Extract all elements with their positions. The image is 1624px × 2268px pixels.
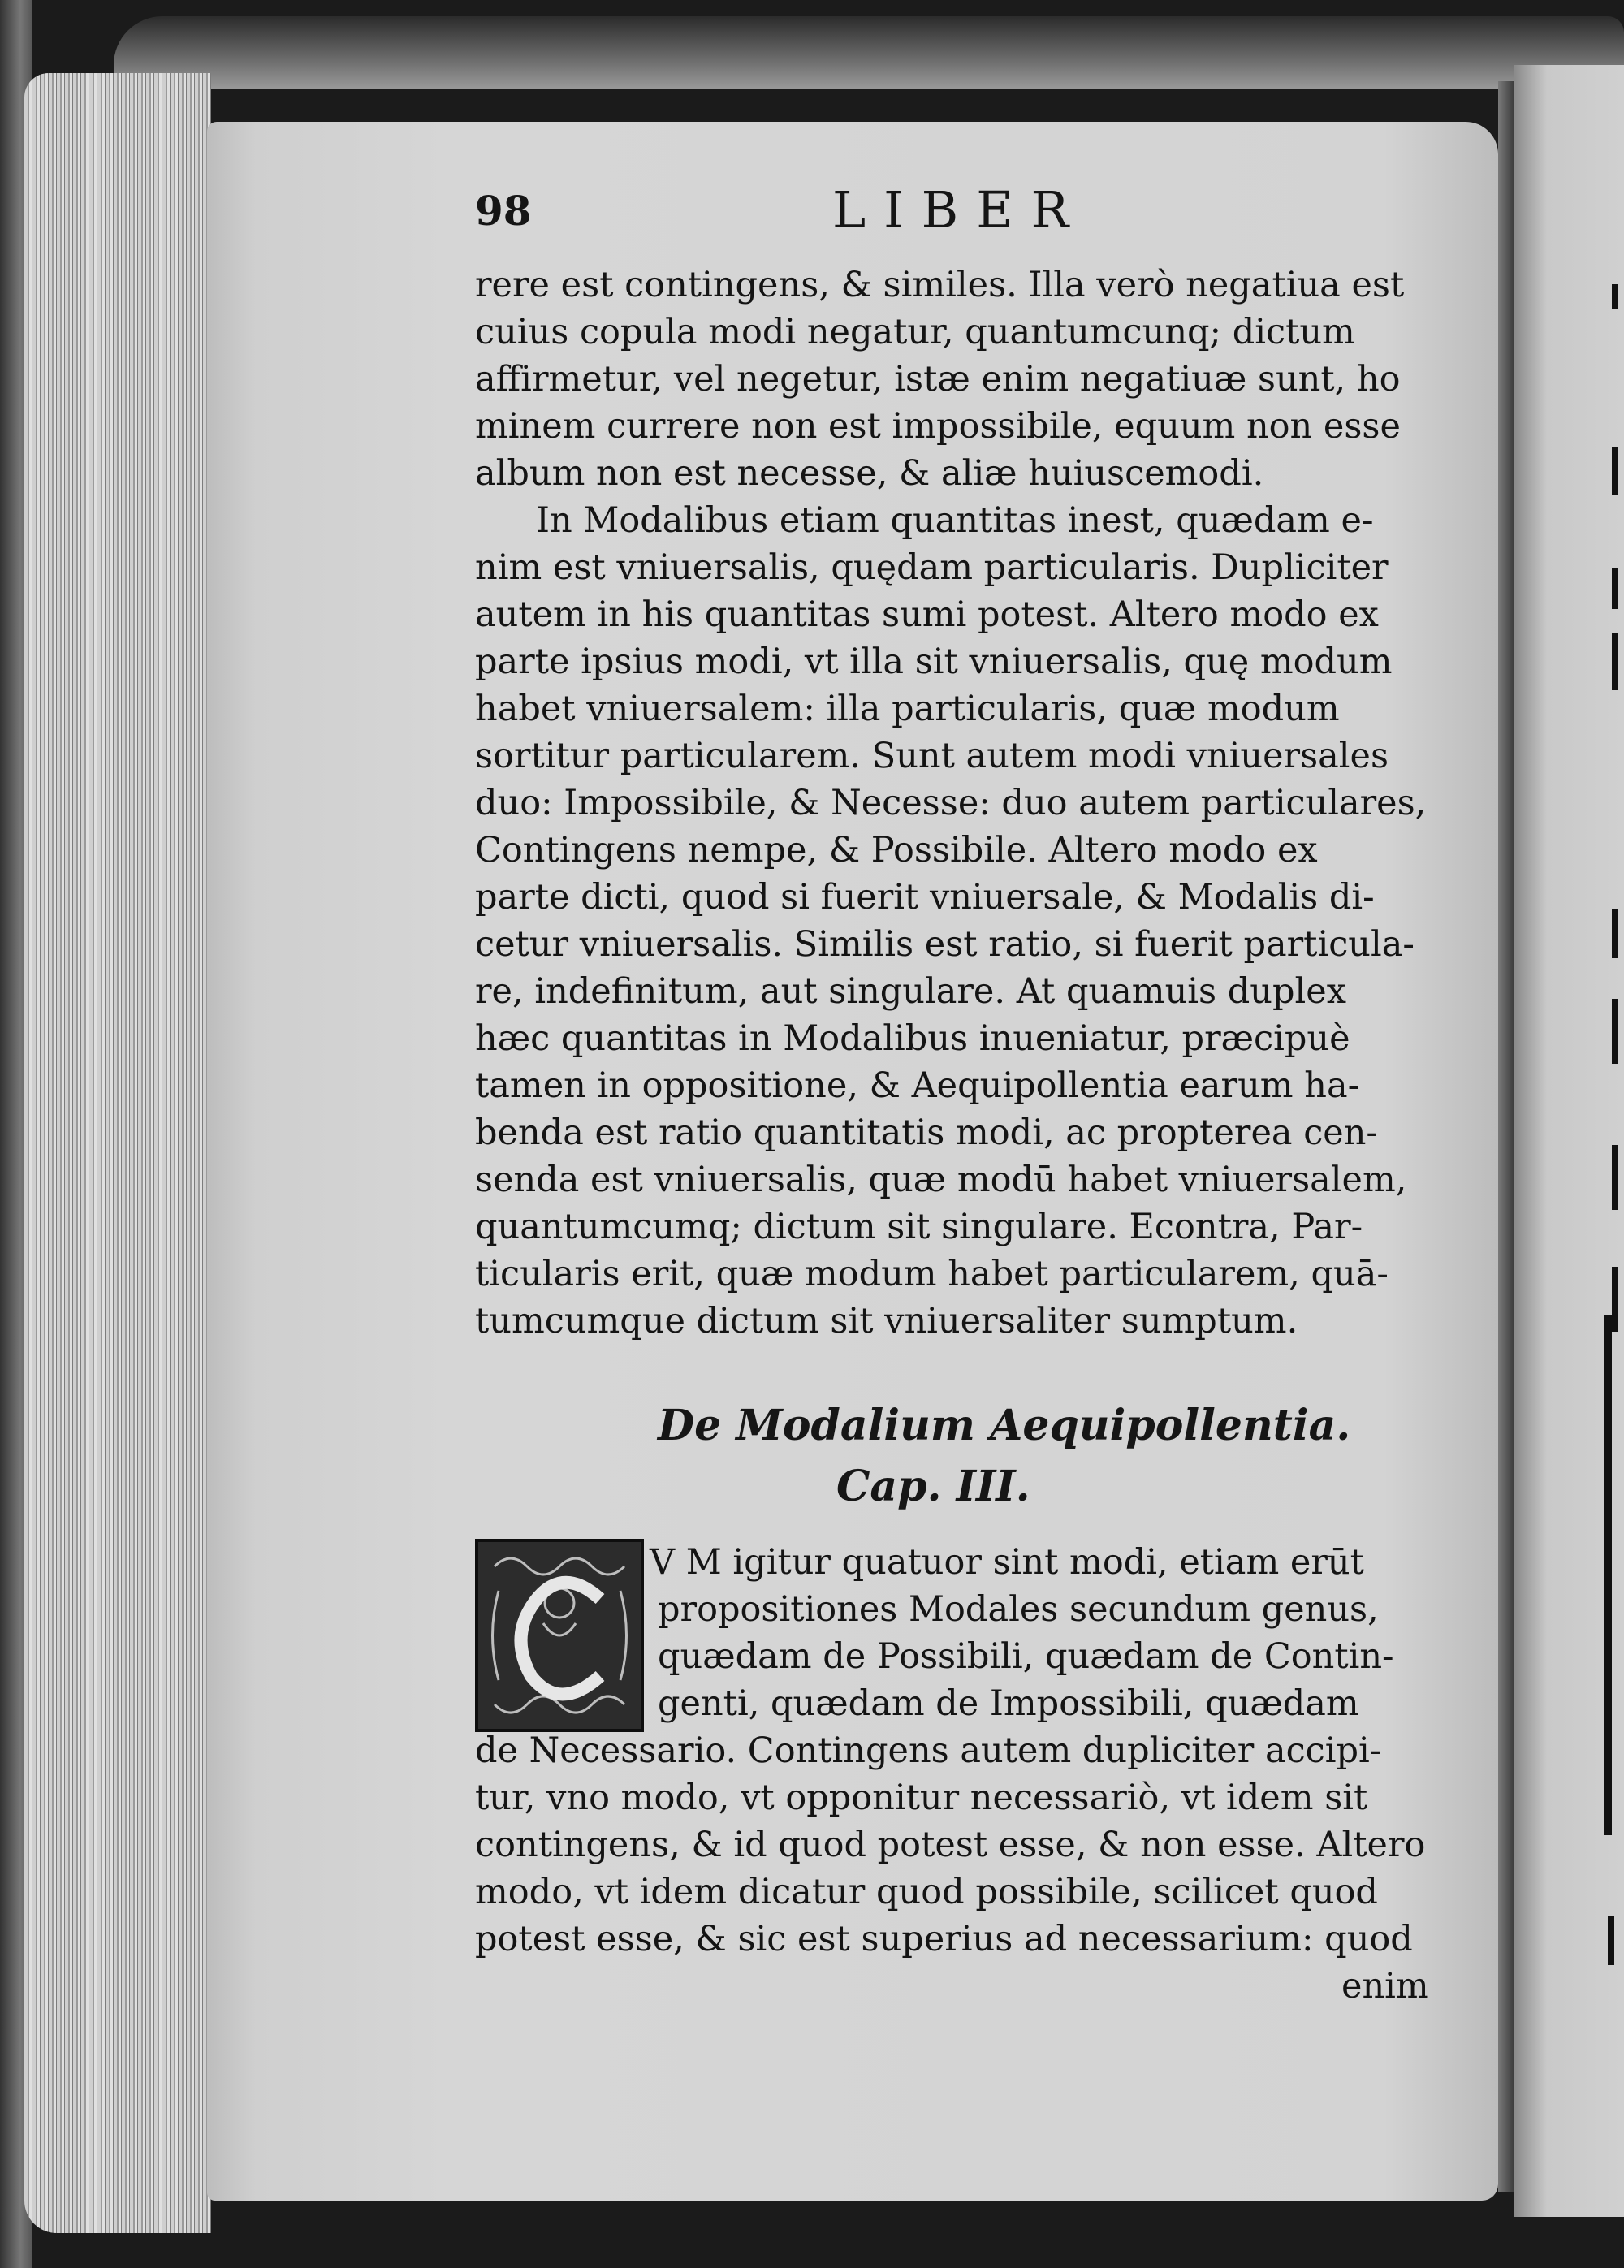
text-line: modo, vt idem dicatur quod possibile, scilicet quod [475, 1872, 1378, 1912]
text-line: quantumcumq; dictum sit singulare. Econtra, Par- [475, 1207, 1363, 1247]
text-line: propositiones Modales secundum genus, [658, 1589, 1379, 1630]
text-line: rere est contingens, & similes. Illa verò negatiua est [475, 265, 1405, 305]
text-line: sortitur particularem. Sunt autem modi vniuersales [475, 736, 1389, 776]
text-line: parte ipsius modi, vt illa sit vniuersalis, quę modum [475, 642, 1393, 682]
text-line: genti, quædam de Impossibili, quædam [658, 1683, 1359, 1724]
text-line: cuius copula modi negatur, quantumcunq; dictum [475, 312, 1355, 352]
page-number: 98 [475, 187, 532, 235]
text-line: tumcumque dictum sit vniuersaliter sumptum. [475, 1301, 1298, 1341]
text-line: contingens, & id quod potest esse, & non esse. Altero [475, 1825, 1426, 1865]
text-line: de Necessario. Contingens autem dupliciter accipi- [475, 1730, 1382, 1771]
text-line: affirmetur, vel negetur, istæ enim negatiuæ sunt, ho [475, 359, 1401, 400]
text-line: duo: Impossibile, & Necesse: duo autem particulares, [475, 783, 1427, 823]
text-line: quædam de Possibili, quædam de Contin- [658, 1636, 1394, 1677]
text-line: benda est ratio quantitatis modi, ac propterea cen- [475, 1112, 1378, 1153]
text-line: ticularis erit, quæ modum habet particularem, quā- [475, 1254, 1389, 1294]
running-head [475, 180, 1409, 244]
text-line: re, indefinitum, aut singulare. At quamuis duplex [475, 971, 1346, 1012]
text-line: senda est vniuersalis, quæ modū habet vniuersalem, [475, 1160, 1407, 1200]
section-title: De Modalium Aequipollentia. [658, 1401, 1351, 1450]
facing-page [1514, 65, 1624, 2217]
text-line: Contingens nempe, & Possibile. Altero modo ex [475, 830, 1318, 870]
text-line: minem currere non est impossibile, equum non esse [475, 406, 1401, 447]
text-line: In Modalibus etiam quantitas inest, quædam e- [536, 500, 1374, 541]
page-block-edges [24, 73, 211, 2233]
text-line: tamen in oppositione, & Aequipollentia earum ha- [475, 1065, 1360, 1106]
text-line: potest esse, & sic est superius ad necessarium: quod [475, 1919, 1413, 1959]
text-line: nim est vniuersalis, quędam particularis. Dupliciter [475, 547, 1389, 588]
text-line: autem in his quantitas sumi potest. Altero modo ex [475, 594, 1379, 635]
book-top-edge [114, 16, 1624, 89]
text-line: tur, vno modo, vt opponitur necessariò, vt idem sit [475, 1778, 1368, 1818]
text-line: hæc quantitas in Modalibus inueniatur, præcipuè [475, 1018, 1350, 1059]
text-line: V M igitur quatuor sint modi, etiam erūt [650, 1542, 1364, 1583]
decorated-initial-letter [475, 1539, 644, 1732]
text-line: cetur vniuersalis. Similis est ratio, si fuerit particula- [475, 924, 1415, 965]
text-line: album non est necesse, & aliæ huiuscemodi. [475, 453, 1264, 494]
text-line: habet vniuersalem: illa particularis, quæ modum [475, 689, 1340, 729]
text-line: parte dicti, quod si fuerit vniuersale, & Modalis di- [475, 877, 1375, 918]
running-title: LIBER [832, 180, 1087, 240]
chapter-number: Cap. III. [836, 1462, 1030, 1511]
catchword: enim [1341, 1966, 1429, 2007]
